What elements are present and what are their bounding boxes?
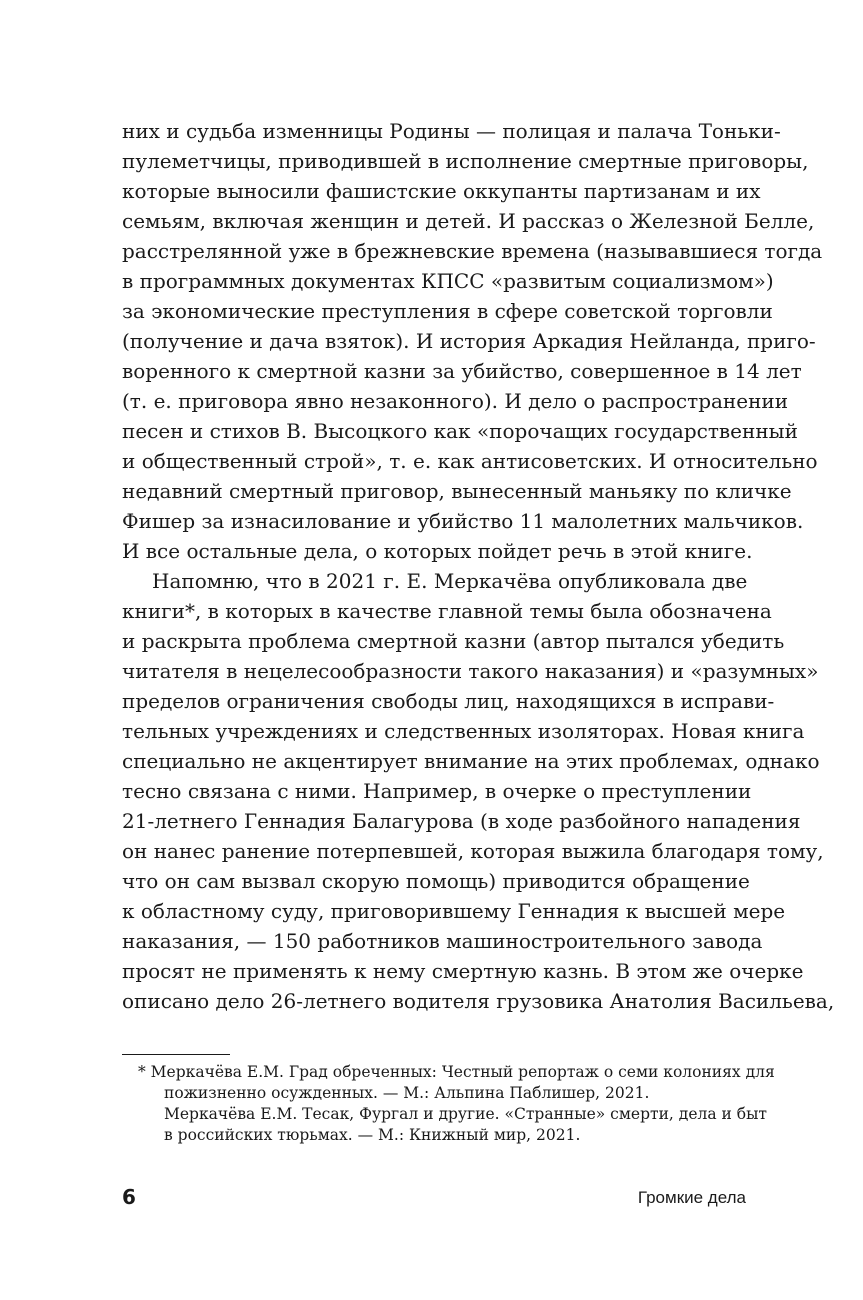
- text-line: и раскрыта проблема смертной казни (автор пытался убедить: [122, 629, 785, 653]
- text-line: пределов ограничения свободы лиц, находящихся в исправи-: [122, 689, 775, 713]
- text-line: за экономические преступления в сфере советской торговли: [122, 299, 773, 323]
- text-line: он нанес ранение потерпевшей, которая выжила благодаря тому,: [122, 839, 824, 863]
- footnote-line: * Меркачёва Е.М. Град обреченных: Честный репортаж о семи колониях для: [138, 1063, 775, 1081]
- text-line: них и судьба изменницы Родины — полицая и палача Тоньки-: [122, 119, 781, 143]
- text-line: читателя в нецелесообразности такого наказания) и «разумных»: [122, 659, 819, 683]
- text-line: 21-летнего Геннадия Балагурова (в ходе разбойного нападения: [122, 809, 801, 833]
- page-number: 6: [122, 1185, 136, 1209]
- text-line: к областному суду, приговорившему Геннадия к высшей мере: [122, 899, 786, 923]
- text-line: И все остальные дела, о которых пойдет речь в этой книге.: [122, 539, 753, 563]
- text-line: тесно связана с ними. Например, в очерке о преступлении: [122, 779, 752, 803]
- text-line: семьям, включая женщин и детей. И рассказ о Железной Белле,: [122, 209, 815, 233]
- text-line: (получение и дача взяток). И история Аркадия Нейланда, приго-: [122, 329, 816, 353]
- footnote-divider: [122, 1054, 230, 1055]
- text-line: песен и стихов В. Высоцкого как «порочащих государственный: [122, 419, 798, 443]
- text-line: в программных документах КПСС «развитым социализмом»): [122, 269, 774, 293]
- paragraph-first-line: Напомню, что в 2021 г. Е. Меркачёва опубликовала две: [152, 569, 748, 593]
- text-line: воренного к смертной казни за убийство, совершенное в 14 лет: [122, 359, 802, 383]
- text-line: Фишер за изнасилование и убийство 11 малолетних мальчиков.: [122, 509, 804, 533]
- footnote-line: Меркачёва Е.М. Тесак, Фургал и другие. «Странные» смерти, дела и быт: [164, 1105, 768, 1123]
- text-line: (т. е. приговора явно незаконного). И дело о распространении: [122, 389, 789, 413]
- footnote-line: пожизненно осужденных. — М.: Альпина Паблишер, 2021.: [164, 1084, 650, 1102]
- text-line: описано дело 26-летнего водителя грузовика Анатолия Васильева,: [122, 989, 835, 1013]
- text-line: пулеметчицы, приводившей в исполнение смертные приговоры,: [122, 149, 809, 173]
- footnotes: [122, 1062, 775, 1146]
- text-line: что он сам вызвал скорую помощь) приводится обращение: [122, 869, 750, 893]
- running-title: Громкие дела: [637, 1188, 746, 1207]
- text-line: просят не применять к нему смертную казнь. В этом же очерке: [122, 959, 804, 983]
- text-line: которые выносили фашистские оккупанты партизанам и их: [122, 179, 761, 203]
- footnote-line: в российских тюрьмах. — М.: Книжный мир, 2021.: [164, 1126, 581, 1144]
- text-line: недавний смертный приговор, вынесенный маньяку по кличке: [122, 479, 792, 503]
- body-text: [122, 116, 835, 1016]
- text-line: тельных учреждениях и следственных изоляторах. Новая книга: [122, 719, 805, 743]
- text-line: и общественный строй», т. е. как антисоветских. И относительно: [122, 449, 818, 473]
- text-line: книги*, в которых в качестве главной темы была обозначена: [122, 599, 772, 623]
- text-line: специально не акцентирует внимание на этих проблемах, однако: [122, 749, 820, 773]
- text-line: наказания, — 150 работников машиностроительного завода: [122, 929, 763, 953]
- text-line: расстрелянной уже в брежневские времена (называвшиеся тогда: [122, 239, 823, 263]
